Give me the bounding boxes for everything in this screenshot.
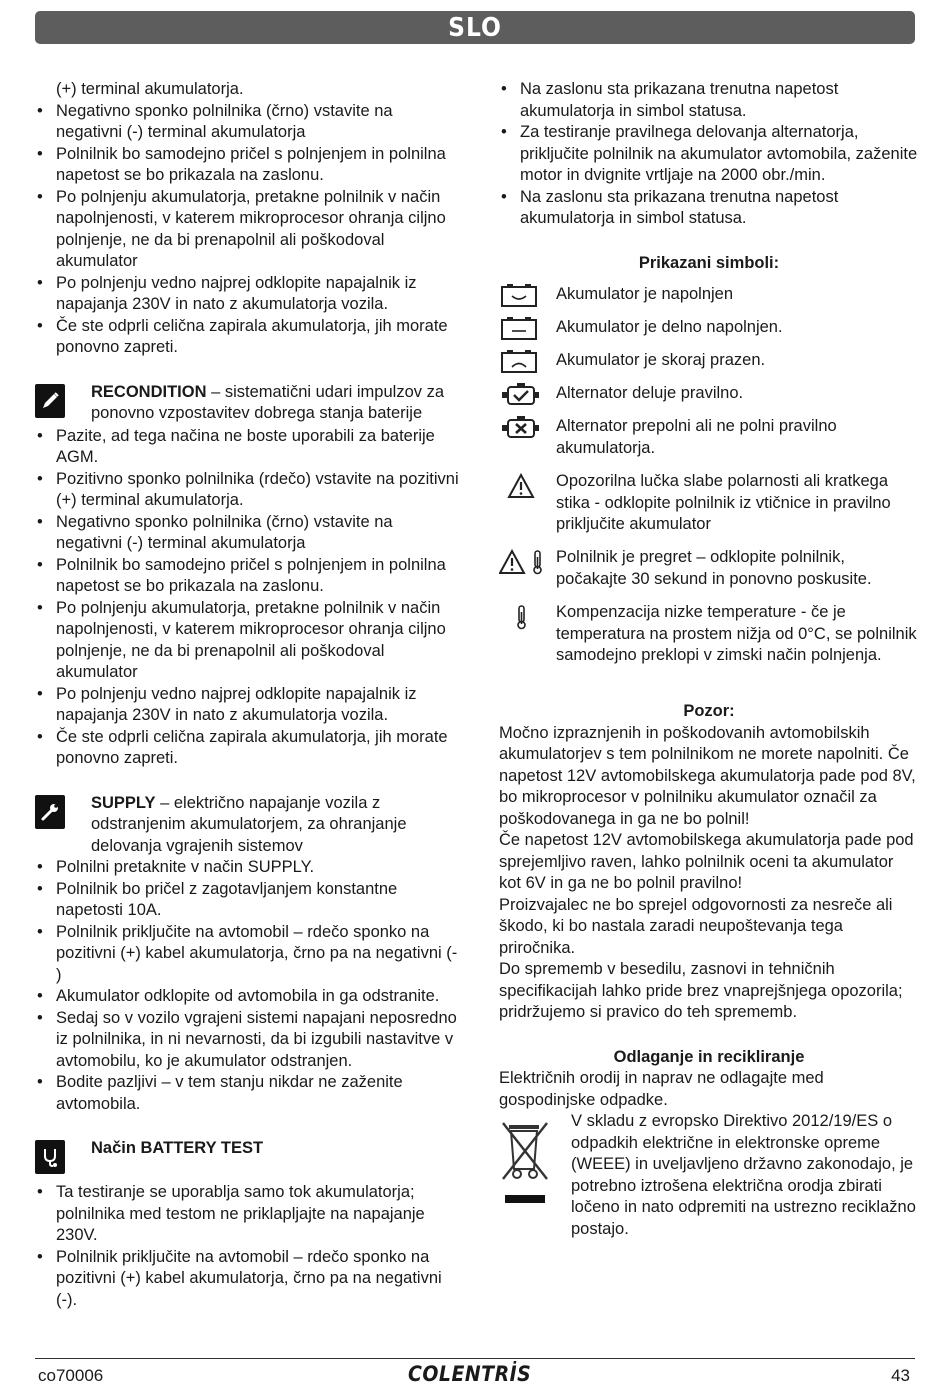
battery-full-icon — [499, 282, 543, 308]
list-item: • Ta testiranje se uporablja samo tok akumulatorja; polnilnika med testom ne priklapljajte na napajanje 230V. — [35, 1182, 460, 1247]
symbol-row — [499, 471, 919, 547]
list-item: • Na zaslonu sta prikazana trenutna napetost akumulatorja in simbol statusa. — [499, 187, 919, 230]
caution-paragraph: Močno izpraznjenih in poškodovanih avtomobilskih akumulatorjev s tem polnilnikom ne morete napolniti. Če napetost 12V avtomobilskega akumulatorja pade pod 8V, bo mikroprocesor v polnilniku akumulator označil za poškodovanega in ga ne bo polnil! — [499, 723, 916, 828]
list-item: • Po polnjenju akumulatorja, pretakne polnilnik v način napolnjenosti, v katerem mikroprocesor ohranja ciljno polnjenje, ne da bi prenapolnil ali poškodoval akumulator — [35, 598, 460, 684]
recondition-desc: – sistematični udari impulzov za ponovno vzpostavitev dobrega stanja baterije — [91, 382, 445, 422]
symbol-text: Akumulator je napolnjen — [556, 285, 734, 303]
list-item: • Pazite, ad tega načina ne boste uporabili za baterije AGM. — [35, 426, 460, 469]
supply-list — [35, 857, 460, 1115]
symbol-text: Akumulator je skoraj prazen. — [556, 351, 766, 369]
list-item: • Po polnjenju akumulatorja, pretakne polnilnik v način napolnjenosti, v katerem mikroprocesor ohranja ciljno polnjenje, ne da bi prenapolnil ali poškodoval akumulator — [35, 187, 460, 273]
caution-paragraph: Do sprememb v besedilu, zasnovi in tehničnih specifikacijah lahko pride brez vnaprejšnjega opozorila; pridržujemo si pravico do teh sprememb. — [499, 960, 903, 1021]
symbols-title: Prikazani simboli: — [638, 253, 780, 272]
language-label: SLO — [448, 12, 502, 43]
thermometer-icon — [499, 604, 543, 630]
supply-title: SUPPLY — [91, 793, 156, 812]
list-item: • Polnilnik priključite na avtomobil – rdečo sponko na pozitivni (+) kabel akumulatorja, črno pa na negativni (- ) — [35, 922, 460, 987]
caution-paragraph: Če napetost 12V avtomobilskega akumulatorja pade pod sprejemljivo raven, lahko polnilnik oceni ta akumulator kot 6V in ga ne bo polnil pravilno! — [499, 831, 914, 892]
recondition-list — [35, 426, 460, 770]
symbol-row — [499, 547, 919, 602]
recondition-icon — [35, 384, 65, 418]
list-item: • Negativno sponko polnilnika (črno) vstavite na negativni (-) terminal akumulatorja — [35, 512, 460, 555]
warning-icon — [499, 473, 543, 499]
list-item: • Polnilnik bo pričel z zagotavljanjem konstantne napetosti 10A. — [35, 879, 460, 922]
list-item: • Akumulator odklopite od avtomobila in ga odstranite. — [35, 986, 460, 1008]
symbol-text: Opozorilna lučka slabe polarnosti ali kratkega stika - odklopite polnilnik iz vtičnice in pravilno priključite akumulator — [556, 472, 891, 533]
symbol-row — [499, 602, 919, 678]
battery-test-heading — [35, 1138, 460, 1182]
symbol-text: Polnilnik je pregret – odklopite polnilnik, počakajte 30 sekund in ponovno poskusite. — [556, 548, 872, 588]
footer-divider — [35, 1358, 915, 1359]
brand-logo: COLENTRİS — [408, 1362, 532, 1386]
page-number: 43 — [891, 1366, 910, 1385]
symbol-text: Kompenzacija nizke temperature - če je temperatura na prostem nižja od 0°C, se polnilnik samodejno preklopi v zimski način polnjenja. — [556, 603, 917, 664]
list-item: • Polnilnik bo samodejno pričel s polnjenjem in polnilna napetost se bo prikazala na zaslonu. — [35, 555, 460, 598]
list-item: • Po polnjenju vedno najprej odklopite napajalnik iz napajanja 230V in nato z akumulatorja vozila. — [35, 684, 460, 727]
symbol-row — [499, 416, 919, 471]
language-header — [35, 11, 915, 44]
list-item: • Po polnjenju vedno najprej odklopite napajalnik iz napajanja 230V in nato z akumulatorja vozila. — [35, 273, 460, 316]
battery-empty-icon — [499, 348, 543, 374]
list-item: • Polnilni pretaknite v način SUPPLY. — [35, 857, 460, 879]
supply-desc: – električno napajanje vozila z odstranjenim akumulatorjem, za ohranjanje delovanja vgrajenih sistemov — [91, 793, 407, 855]
disposal-title: Odlaganje in recikliranje — [613, 1047, 805, 1066]
supply-heading — [35, 793, 460, 858]
caution-paragraph: Proizvajalec ne bo sprejel odgovornosti za nesreče ali škodo, ki bo nastala zaradi neupoštevanja tega priročnika. — [499, 895, 893, 957]
battery-partial-icon — [499, 315, 543, 341]
disposal-intro: Električnih orodij in naprav ne odlagajte med gospodinjske odpadke. — [499, 1069, 824, 1109]
list-item: • Če ste odprli celična zapirala akumulatorja, jih morate ponovno zapreti. — [35, 727, 460, 770]
alternator-list — [499, 79, 919, 230]
warning-thermometer-icon — [499, 549, 543, 575]
symbol-row — [499, 317, 919, 350]
battery-test-list — [35, 1182, 460, 1311]
list-item: • Pozitivno sponko polnilnika (rdečo) vstavite na pozitivni (+) terminal akumulatorja. — [35, 469, 460, 512]
weee-text: V skladu z evropsko Direktivo 2012/19/ES o odpadkih električne in elektronske opreme (WEEE) in uveljavljeno državno zakonodajo, je potrebno iztrošena električna orodja zbirati ločeno in nato odpremiti na ustrezno reciklažno postajo. — [571, 1112, 916, 1238]
weee-block — [499, 1111, 919, 1240]
symbol-row — [499, 383, 919, 416]
list-item: • Če ste odprli celična zapirala akumulatorja, jih morate ponovno zapreti. — [35, 316, 460, 359]
recondition-title: RECONDITION — [91, 382, 207, 401]
list-item: • Sedaj so v vozilo vgrajeni sistemi napajani neposredno iz polnilnika, in ni nevarnosti, da bi izgubili nastavitve v avtomobilu, ko je akumulator odstranjen. — [35, 1008, 460, 1073]
alternator-fault-icon — [499, 414, 543, 440]
battery-test-title: Način BATTERY TEST — [91, 1139, 264, 1157]
right-column — [499, 79, 919, 1240]
list-item: • Bodite pazljivi – v tem stanju nikdar ne zaženite avtomobila. — [35, 1072, 460, 1115]
symbol-row — [499, 350, 919, 383]
alternator-ok-icon — [499, 381, 543, 407]
caution-title: Pozor: — [683, 702, 735, 720]
symbol-text: Alternator prepolni ali ne polni pravilno akumulatorja. — [556, 417, 837, 457]
list-item: • Na zaslonu sta prikazana trenutna napetost akumulatorja in simbol statusa. — [499, 79, 919, 122]
symbol-text: Alternator deluje pravilno. — [556, 384, 744, 402]
list-item: • Negativno sponko polnilnika (črno) vstavite na negativni (-) terminal akumulatorja — [35, 101, 460, 144]
intro-continuation: (+) terminal akumulatorja. — [56, 80, 244, 98]
symbol-text: Akumulator je delno napolnjen. — [556, 318, 783, 336]
wrench-icon — [35, 795, 65, 829]
symbol-row — [499, 284, 919, 317]
left-column — [35, 79, 460, 1311]
stethoscope-icon — [35, 1140, 65, 1174]
list-item: • Za testiranje pravilnega delovanja alternatorja, priključite polnilnik na akumulator avtomobila, zaženite motor in dvignite vrtljaje na 2000 obr./min. — [499, 122, 919, 187]
list-item: • Polnilnik priključite na avtomobil – rdečo sponko na pozitivni (+) kabel akumulatorja, črno pa na negativni (-). — [35, 1247, 460, 1312]
list-item: • Polnilnik bo samodejno pričel s polnjenjem in polnilna napetost se bo prikazala na zaslonu. — [35, 144, 460, 187]
recondition-heading — [35, 382, 460, 426]
product-code: co70006 — [38, 1366, 104, 1385]
intro-list — [35, 101, 460, 359]
crossed-bin-icon — [499, 1119, 551, 1209]
